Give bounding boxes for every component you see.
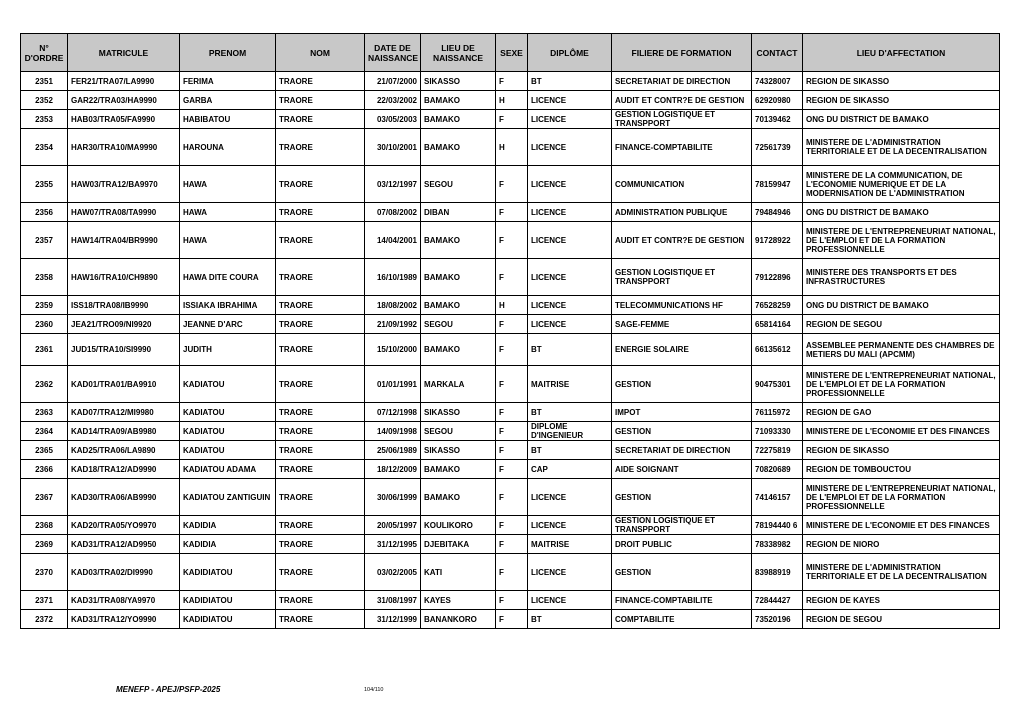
cell-contact: 79484946 (752, 203, 803, 222)
cell-affectation: MINISTERE DE L'ENTREPRENEURIAT NATIONAL, DE L'EMPLOI ET DE LA FORMATION PROFESSIONNELLE (803, 366, 1000, 403)
cell-prenom: GARBA (180, 91, 276, 110)
cell-nom: TRAORE (276, 259, 365, 296)
cell-date: 22/03/2002 (365, 91, 421, 110)
cell-affectation: ASSEMBLEE PERMANENTE DES CHAMBRES DE METIERS DU MALI (APCMM) (803, 334, 1000, 366)
cell-nom: TRAORE (276, 296, 365, 315)
cell-diplome: CAP (528, 460, 612, 479)
cell-ordre: 2368 (21, 516, 68, 535)
cell-affectation: ONG DU DISTRICT DE BAMAKO (803, 203, 1000, 222)
header-ordre: N° D'ORDRE (21, 34, 68, 72)
cell-sexe: H (496, 91, 528, 110)
cell-prenom: KADIDIATOU (180, 610, 276, 629)
cell-matricule: KAD31/TRA12/AD9950 (68, 535, 180, 554)
cell-prenom: KADIDIA (180, 516, 276, 535)
cell-filiere: AUDIT ET CONTR?E DE GESTION (612, 222, 752, 259)
table-row (21, 91, 1000, 110)
cell-lieu: KOULIKORO (421, 516, 496, 535)
cell-nom: TRAORE (276, 591, 365, 610)
cell-contact: 72561739 (752, 129, 803, 166)
cell-matricule: KAD20/TRA05/YO9970 (68, 516, 180, 535)
cell-filiere: SECRETARIAT DE DIRECTION (612, 72, 752, 91)
cell-prenom: HAWA (180, 166, 276, 203)
affectation-table (20, 33, 1000, 629)
cell-contact: 70820689 (752, 460, 803, 479)
header-sexe: SEXE (496, 34, 528, 72)
cell-sexe: F (496, 516, 528, 535)
cell-affectation: REGION DE GAO (803, 403, 1000, 422)
cell-diplome: LICENCE (528, 554, 612, 591)
cell-sexe: H (496, 296, 528, 315)
cell-prenom: KADIATOU ADAMA (180, 460, 276, 479)
cell-lieu: MARKALA (421, 366, 496, 403)
cell-diplome: BT (528, 610, 612, 629)
cell-date: 07/12/1998 (365, 403, 421, 422)
cell-date: 01/01/1991 (365, 366, 421, 403)
cell-filiere: GESTION LOGISTIQUE ET TRANSPPORT (612, 516, 752, 535)
cell-prenom: HABIBATOU (180, 110, 276, 129)
table-row (21, 422, 1000, 441)
cell-sexe: F (496, 441, 528, 460)
cell-prenom: HAWA (180, 222, 276, 259)
cell-filiere: GESTION (612, 554, 752, 591)
table-row (21, 110, 1000, 129)
cell-matricule: KAD03/TRA02/DI9990 (68, 554, 180, 591)
cell-sexe: F (496, 203, 528, 222)
cell-contact: 65814164 (752, 315, 803, 334)
document-sheet (20, 33, 1000, 629)
cell-ordre: 2371 (21, 591, 68, 610)
cell-matricule: HAW14/TRA04/BR9990 (68, 222, 180, 259)
cell-nom: TRAORE (276, 222, 365, 259)
cell-sexe: F (496, 366, 528, 403)
cell-contact: 76115972 (752, 403, 803, 422)
cell-prenom: JEANNE D'ARC (180, 315, 276, 334)
cell-affectation: ONG DU DISTRICT DE BAMAKO (803, 296, 1000, 315)
cell-sexe: F (496, 222, 528, 259)
cell-sexe: F (496, 479, 528, 516)
cell-diplome: LICENCE (528, 129, 612, 166)
cell-filiere: GESTION LOGISTIQUE ET TRANSPPORT (612, 110, 752, 129)
cell-contact: 70139462 (752, 110, 803, 129)
cell-nom: TRAORE (276, 129, 365, 166)
cell-nom: TRAORE (276, 72, 365, 91)
cell-filiere: FINANCE-COMPTABILITE (612, 129, 752, 166)
cell-filiere: GESTION (612, 422, 752, 441)
cell-lieu: BAMAKO (421, 110, 496, 129)
cell-matricule: FER21/TRA07/LA9990 (68, 72, 180, 91)
cell-ordre: 2367 (21, 479, 68, 516)
table-row (21, 591, 1000, 610)
table-row (21, 479, 1000, 516)
cell-lieu: SEGOU (421, 166, 496, 203)
cell-sexe: F (496, 460, 528, 479)
cell-nom: TRAORE (276, 460, 365, 479)
table-row (21, 441, 1000, 460)
cell-date: 18/12/2009 (365, 460, 421, 479)
cell-contact: 78338982 (752, 535, 803, 554)
cell-nom: TRAORE (276, 110, 365, 129)
cell-date: 31/08/1997 (365, 591, 421, 610)
cell-prenom: KADIATOU (180, 366, 276, 403)
cell-diplome: BT (528, 441, 612, 460)
table-row (21, 259, 1000, 296)
cell-affectation: MINISTERE DE L'ECONOMIE ET DES FINANCES (803, 422, 1000, 441)
cell-affectation: MINISTERE DES TRANSPORTS ET DES INFRASTRUCTURES (803, 259, 1000, 296)
cell-matricule: HAB03/TRA05/FA9990 (68, 110, 180, 129)
cell-date: 14/04/2001 (365, 222, 421, 259)
cell-date: 30/06/1999 (365, 479, 421, 516)
cell-diplome: LICENCE (528, 516, 612, 535)
cell-sexe: F (496, 591, 528, 610)
cell-contact: 76528259 (752, 296, 803, 315)
table-row (21, 516, 1000, 535)
cell-nom: TRAORE (276, 334, 365, 366)
cell-sexe: F (496, 610, 528, 629)
cell-affectation: MINISTERE DE LA COMMUNICATION, DE L'ECONOMIE NUMERIQUE ET DE LA MODERNISATION DE L'ADMINISTRATION (803, 166, 1000, 203)
cell-prenom: JUDITH (180, 334, 276, 366)
header-date: DATE DE NAISSANCE (365, 34, 421, 72)
cell-ordre: 2363 (21, 403, 68, 422)
cell-contact: 66135612 (752, 334, 803, 366)
cell-nom: TRAORE (276, 554, 365, 591)
cell-contact: 78159947 (752, 166, 803, 203)
table-row (21, 222, 1000, 259)
cell-affectation: REGION DE NIORO (803, 535, 1000, 554)
cell-date: 03/02/2005 (365, 554, 421, 591)
table-row (21, 166, 1000, 203)
cell-sexe: F (496, 535, 528, 554)
cell-filiere: GESTION LOGISTIQUE ET TRANSPPORT (612, 259, 752, 296)
table-row (21, 129, 1000, 166)
cell-filiere: COMPTABILITE (612, 610, 752, 629)
cell-matricule: KAD30/TRA06/AB9990 (68, 479, 180, 516)
cell-diplome: LICENCE (528, 479, 612, 516)
cell-date: 07/08/2002 (365, 203, 421, 222)
cell-matricule: KAD14/TRA09/AB9980 (68, 422, 180, 441)
cell-filiere: FINANCE-COMPTABILITE (612, 591, 752, 610)
cell-contact: 83988919 (752, 554, 803, 591)
cell-filiere: SECRETARIAT DE DIRECTION (612, 441, 752, 460)
cell-matricule: HAW07/TRA08/TA9990 (68, 203, 180, 222)
cell-ordre: 2351 (21, 72, 68, 91)
cell-filiere: COMMUNICATION (612, 166, 752, 203)
cell-ordre: 2369 (21, 535, 68, 554)
table-row (21, 535, 1000, 554)
cell-filiere: DROIT PUBLIC (612, 535, 752, 554)
cell-filiere: IMPOT (612, 403, 752, 422)
cell-diplome: LICENCE (528, 110, 612, 129)
cell-lieu: BAMAKO (421, 296, 496, 315)
cell-matricule: KAD18/TRA12/AD9990 (68, 460, 180, 479)
cell-filiere: SAGE-FEMME (612, 315, 752, 334)
cell-contact: 72275819 (752, 441, 803, 460)
cell-ordre: 2355 (21, 166, 68, 203)
cell-affectation: REGION DE KAYES (803, 591, 1000, 610)
cell-diplome: LICENCE (528, 203, 612, 222)
cell-ordre: 2372 (21, 610, 68, 629)
cell-affectation: REGION DE SIKASSO (803, 72, 1000, 91)
cell-matricule: ISS18/TRA08/IB9990 (68, 296, 180, 315)
cell-nom: TRAORE (276, 422, 365, 441)
cell-prenom: KADIATOU (180, 441, 276, 460)
cell-matricule: JUD15/TRA10/SI9990 (68, 334, 180, 366)
cell-lieu: BANANKORO (421, 610, 496, 629)
cell-date: 21/07/2000 (365, 72, 421, 91)
cell-contact: 78194440 6 (752, 516, 803, 535)
cell-lieu: SIKASSO (421, 441, 496, 460)
cell-ordre: 2364 (21, 422, 68, 441)
table-row (21, 315, 1000, 334)
cell-date: 03/12/1997 (365, 166, 421, 203)
cell-sexe: F (496, 72, 528, 91)
table-row (21, 366, 1000, 403)
cell-diplome: BT (528, 72, 612, 91)
cell-lieu: BAMAKO (421, 334, 496, 366)
cell-affectation: ONG DU DISTRICT DE BAMAKO (803, 110, 1000, 129)
header-affectation: LIEU D'AFFECTATION (803, 34, 1000, 72)
cell-contact: 90475301 (752, 366, 803, 403)
cell-nom: TRAORE (276, 610, 365, 629)
table-row (21, 403, 1000, 422)
cell-filiere: GESTION (612, 479, 752, 516)
cell-prenom: HAWA (180, 203, 276, 222)
cell-diplome: LICENCE (528, 91, 612, 110)
cell-prenom: KADIATOU (180, 403, 276, 422)
cell-diplome: MAITRISE (528, 366, 612, 403)
cell-date: 25/06/1989 (365, 441, 421, 460)
cell-affectation: MINISTERE DE L'ECONOMIE ET DES FINANCES (803, 516, 1000, 535)
table-row (21, 296, 1000, 315)
footer-label: MENEFP - APEJ/PSFP-2025 (116, 685, 221, 694)
cell-lieu: SEGOU (421, 422, 496, 441)
cell-ordre: 2353 (21, 110, 68, 129)
header-matricule: MATRICULE (68, 34, 180, 72)
cell-sexe: F (496, 110, 528, 129)
cell-prenom: HAROUNA (180, 129, 276, 166)
cell-lieu: KAYES (421, 591, 496, 610)
header-lieu: LIEU DE NAISSANCE (421, 34, 496, 72)
cell-prenom: KADIDIATOU (180, 554, 276, 591)
cell-matricule: KAD01/TRA01/BA9910 (68, 366, 180, 403)
cell-contact: 62920980 (752, 91, 803, 110)
cell-lieu: DIBAN (421, 203, 496, 222)
cell-diplome: BT (528, 403, 612, 422)
cell-prenom: FERIMA (180, 72, 276, 91)
cell-date: 31/12/1999 (365, 610, 421, 629)
cell-ordre: 2366 (21, 460, 68, 479)
cell-affectation: MINISTERE DE L'ENTREPRENEURIAT NATIONAL, DE L'EMPLOI ET DE LA FORMATION PROFESSIONNELLE (803, 479, 1000, 516)
cell-affectation: MINISTERE DE L'ADMINISTRATION TERRITORIALE ET DE LA DECENTRALISATION (803, 129, 1000, 166)
cell-filiere: ENERGIE SOLAIRE (612, 334, 752, 366)
header-row (21, 34, 1000, 72)
cell-nom: TRAORE (276, 479, 365, 516)
cell-contact: 91728922 (752, 222, 803, 259)
cell-diplome: LICENCE (528, 296, 612, 315)
cell-prenom: KADIDIA (180, 535, 276, 554)
header-prenom: PRENOM (180, 34, 276, 72)
cell-sexe: F (496, 334, 528, 366)
cell-nom: TRAORE (276, 403, 365, 422)
cell-sexe: F (496, 403, 528, 422)
cell-date: 14/09/1998 (365, 422, 421, 441)
cell-filiere: AIDE SOIGNANT (612, 460, 752, 479)
cell-affectation: MINISTERE DE L'ADMINISTRATION TERRITORIALE ET DE LA DECENTRALISATION (803, 554, 1000, 591)
table-row (21, 554, 1000, 591)
cell-prenom: KADIDIATOU (180, 591, 276, 610)
table-row (21, 203, 1000, 222)
cell-ordre: 2358 (21, 259, 68, 296)
cell-nom: TRAORE (276, 166, 365, 203)
cell-prenom: ISSIAKA IBRAHIMA (180, 296, 276, 315)
cell-ordre: 2359 (21, 296, 68, 315)
cell-matricule: KAD25/TRA06/LA9890 (68, 441, 180, 460)
header-contact: CONTACT (752, 34, 803, 72)
cell-matricule: KAD31/TRA12/YO9990 (68, 610, 180, 629)
cell-contact: 79122896 (752, 259, 803, 296)
cell-diplome: LICENCE (528, 166, 612, 203)
cell-lieu: KATI (421, 554, 496, 591)
cell-nom: TRAORE (276, 91, 365, 110)
cell-prenom: KADIATOU (180, 422, 276, 441)
cell-matricule: JEA21/TRO09/NI9920 (68, 315, 180, 334)
cell-affectation: REGION DE TOMBOUCTOU (803, 460, 1000, 479)
cell-ordre: 2357 (21, 222, 68, 259)
cell-affectation: MINISTERE DE L'ENTREPRENEURIAT NATIONAL, DE L'EMPLOI ET DE LA FORMATION PROFESSIONNELLE (803, 222, 1000, 259)
header-nom: NOM (276, 34, 365, 72)
cell-lieu: BAMAKO (421, 259, 496, 296)
cell-ordre: 2361 (21, 334, 68, 366)
cell-date: 31/12/1995 (365, 535, 421, 554)
cell-ordre: 2370 (21, 554, 68, 591)
cell-filiere: ADMINISTRATION PUBLIQUE (612, 203, 752, 222)
cell-filiere: GESTION (612, 366, 752, 403)
table-row (21, 334, 1000, 366)
cell-diplome: DIPLOME D'INGENIEUR (528, 422, 612, 441)
cell-matricule: HAW16/TRA10/CH9890 (68, 259, 180, 296)
cell-contact: 72844427 (752, 591, 803, 610)
cell-lieu: BAMAKO (421, 222, 496, 259)
cell-matricule: HAW03/TRA12/BA9970 (68, 166, 180, 203)
header-filiere: FILIERE DE FORMATION (612, 34, 752, 72)
cell-affectation: REGION DE SIKASSO (803, 91, 1000, 110)
cell-lieu: BAMAKO (421, 479, 496, 516)
cell-matricule: HAR30/TRA10/MA9990 (68, 129, 180, 166)
cell-ordre: 2352 (21, 91, 68, 110)
table-row (21, 72, 1000, 91)
cell-matricule: GAR22/TRA03/HA9990 (68, 91, 180, 110)
cell-lieu: SIKASSO (421, 403, 496, 422)
cell-ordre: 2360 (21, 315, 68, 334)
cell-diplome: LICENCE (528, 222, 612, 259)
cell-matricule: KAD31/TRA08/YA9970 (68, 591, 180, 610)
cell-ordre: 2365 (21, 441, 68, 460)
page-number: 104/110 (364, 687, 384, 693)
header-diplome: DIPLÔME (528, 34, 612, 72)
cell-sexe: F (496, 259, 528, 296)
cell-date: 16/10/1989 (365, 259, 421, 296)
cell-affectation: REGION DE SEGOU (803, 315, 1000, 334)
cell-filiere: AUDIT ET CONTR?E DE GESTION (612, 91, 752, 110)
cell-lieu: DJEBITAKA (421, 535, 496, 554)
cell-diplome: LICENCE (528, 591, 612, 610)
cell-matricule: KAD07/TRA12/MI9980 (68, 403, 180, 422)
cell-date: 18/08/2002 (365, 296, 421, 315)
cell-lieu: BAMAKO (421, 91, 496, 110)
cell-nom: TRAORE (276, 366, 365, 403)
cell-nom: TRAORE (276, 203, 365, 222)
cell-contact: 74146157 (752, 479, 803, 516)
cell-filiere: TELECOMMUNICATIONS HF (612, 296, 752, 315)
table-row (21, 460, 1000, 479)
cell-diplome: BT (528, 334, 612, 366)
cell-sexe: F (496, 315, 528, 334)
table-row (21, 610, 1000, 629)
cell-affectation: REGION DE SEGOU (803, 610, 1000, 629)
cell-sexe: F (496, 166, 528, 203)
cell-sexe: F (496, 422, 528, 441)
cell-date: 03/05/2003 (365, 110, 421, 129)
cell-nom: TRAORE (276, 315, 365, 334)
cell-date: 20/05/1997 (365, 516, 421, 535)
cell-prenom: KADIATOU ZANTIGUIN (180, 479, 276, 516)
cell-date: 15/10/2000 (365, 334, 421, 366)
cell-lieu: SIKASSO (421, 72, 496, 91)
cell-nom: TRAORE (276, 516, 365, 535)
cell-diplome: MAITRISE (528, 535, 612, 554)
cell-prenom: HAWA DITE COURA (180, 259, 276, 296)
cell-diplome: LICENCE (528, 259, 612, 296)
cell-contact: 71093330 (752, 422, 803, 441)
cell-lieu: BAMAKO (421, 460, 496, 479)
cell-affectation: REGION DE SIKASSO (803, 441, 1000, 460)
table-body (21, 72, 1000, 629)
cell-lieu: SEGOU (421, 315, 496, 334)
cell-date: 21/09/1992 (365, 315, 421, 334)
cell-lieu: BAMAKO (421, 129, 496, 166)
cell-date: 30/10/2001 (365, 129, 421, 166)
cell-ordre: 2356 (21, 203, 68, 222)
cell-diplome: LICENCE (528, 315, 612, 334)
cell-contact: 74328007 (752, 72, 803, 91)
cell-sexe: H (496, 129, 528, 166)
cell-nom: TRAORE (276, 535, 365, 554)
cell-nom: TRAORE (276, 441, 365, 460)
cell-contact: 73520196 (752, 610, 803, 629)
cell-sexe: F (496, 554, 528, 591)
cell-ordre: 2354 (21, 129, 68, 166)
cell-ordre: 2362 (21, 366, 68, 403)
